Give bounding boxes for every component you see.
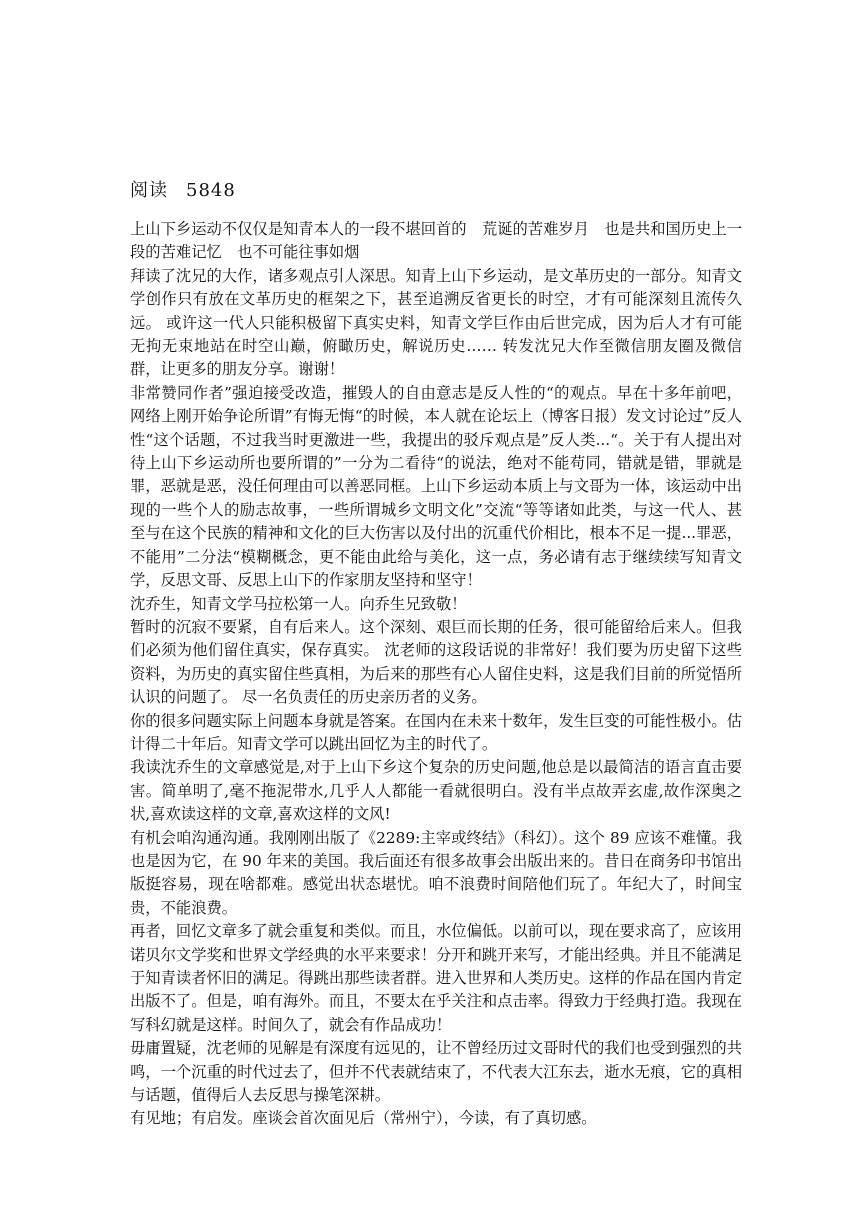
comment-paragraph-title: 上山下乡运动不仅仅是知青本人的一段不堪回首的 荒诞的苦难岁月 也是共和国历史上一段的苦难记忆 也不可能往事如烟 (130, 220, 742, 262)
comment-paragraph: 非常赞同作者”强迫接受改造，摧毁人的自由意志是反人性的“的观点。早在十多年前吧，网络上刚开始争论所谓”有悔无悔“的时候，本人就在论坛上（博客日报）发文讨论过”反人性“这个话题，不过我当时更激进一些，我提出的驳斥观点是”反人类...“。关于有人提出对待上山下乡运动所也要所谓的”一分为二看待“的说法，绝对不能苟同，错就是错，罪就是罪，恶就是恶，没任何理由可以善恶同框。上山下乡运动本质上与文哥为一体，该运动中出现的一些个人的励志故事，一些所谓城乡文明文化”交流“等等诸如此类，与这一代人、甚至与在这个民族的精神和文化的巨大伤害以及付出的沉重代价相比，根本不足一提...罪恶，不能用”二分法“模糊概念，更不能由此给与美化，这一点，务必请有志于继续续写知青文学，反思文哥、反思上山下的作家朋友坚持和坚守！ (130, 383, 742, 590)
read-count-value: 5848 (186, 180, 236, 201)
comment-paragraph: 你的很多问题实际上问题本身就是答案。在国内在未来十数年，发生巨变的可能性极小。估计得二十年后。知青文学可以跳出回忆为主的时代了。 (130, 711, 742, 753)
comment-paragraph: 沈乔生，知青文学马拉松第一人。向乔生兄致敬！ (130, 594, 467, 613)
comment-document (130, 178, 742, 1131)
comment-paragraph: 毋庸置疑，沈老师的见解是有深度有远见的，让不曾经历过文哥时代的我们也受到强烈的共鸣，一个沉重的时代过去了，但并不代表就结束了，不代表大江东去，逝水无痕，它的真相与话题，值得后人去反思与操笔深耕。 (130, 1039, 742, 1105)
read-count (130, 178, 742, 204)
comment-paragraph: 我读沈乔生的文章感觉是,对于上山下乡这个复杂的历史问题,他总是以最简洁的语言直击要害。简单明了,毫不拖泥带水,几乎人人都能一看就很明白。没有半点故弄玄虚,故作深奥之状,喜欢读这样的文章,喜欢这样的文风! (130, 758, 742, 824)
comment-paragraph: 再者，回忆文章多了就会重复和类似。而且，水位偏低。以前可以，现在要求高了，应该用诺贝尔文学奖和世界文学经典的水平来要求！分开和跳开来写，才能出经典。并且不能满足于知青读者怀旧的满足。得跳出那些读者群。进入世界和人类历史。这样的作品在国内肯定出版不了。但是，咱有海外。而且，不要太在乎关注和点击率。得致力于经典打造。我现在写科幻就是这样。时间久了，就会有作品成功！ (130, 922, 742, 1034)
comment-paragraph: 有见地；有启发。座谈会首次面见后（常州宁），今读，有了真切感。 (130, 1109, 597, 1128)
comment-paragraph: 有机会咱沟通沟通。我刚刚出版了《2289:主宰或终结》（科幻）。这个 89 应该不难懂。我也是因为它，在 90 年来的美国。我后面还有很多故事会出版出来的。昔日在商务印书馆出版挺容易，现在啥都难。感觉出状态堪忧。咱不浪费时间陪他们玩了。年纪大了，时间宝贵，不能浪费。 (130, 828, 742, 917)
comment-paragraph: 拜读了沈兄的大作，诸多观点引人深思。知青上山下乡运动，是文革历史的一部分。知青文学创作只有放在文革历史的框架之下，甚至追溯反省更长的时空，才有可能深刻且流传久远。 或许这一代人只能积极留下真实史料，知青文学巨作由后世完成，因为后人才有可能无拘无束地站在时空山巅，俯瞰历史，解说历史…… 转发沈兄大作至微信朋友圈及微信群，让更多的朋友分享。谢谢！ (130, 266, 742, 379)
read-count-label: 阅读 (130, 180, 168, 201)
comment-paragraph: 暂时的沉寂不要紧，自有后来人。这个深刻、艰巨而长期的任务，很可能留给后来人。但我们必须为他们留住真实，保存真实。 沈老师的这段话说的非常好！我们要为历史留下这些资料，为历史的真实留住些真相，为后来的那些有心人留住史料，这是我们目前的所觉悟所认识的问题了。 尽一名负责任的历史亲历者的义务。 (130, 617, 742, 707)
